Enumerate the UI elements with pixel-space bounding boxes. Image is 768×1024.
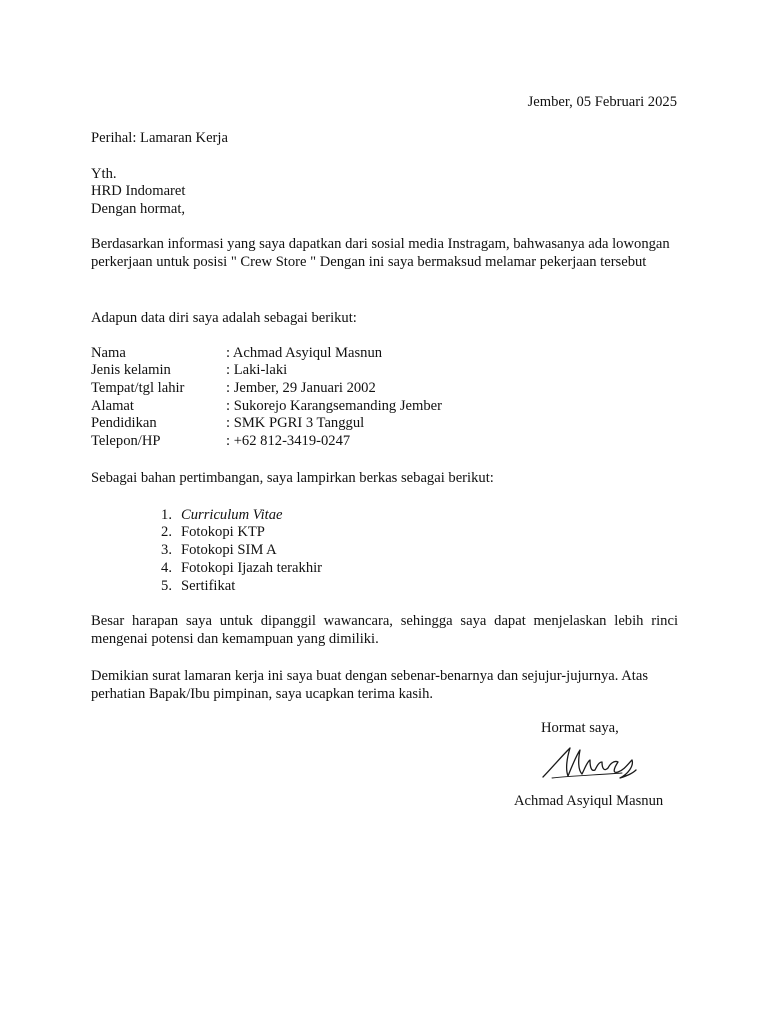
biodata-label: Pendidikan xyxy=(91,415,157,431)
recipient: HRD Indomaret xyxy=(91,183,186,199)
biodata-row-address xyxy=(91,398,541,415)
biodata-value: : SMK PGRI 3 Tanggul xyxy=(226,415,365,431)
hope-paragraph: Besar harapan saya untuk dipanggil wawancara, sehingga saya dapat menjelaskan lebih rinci mengenai potensi dan kemampuan yang dimiliki. xyxy=(91,613,678,647)
intro-paragraph: Berdasarkan informasi yang saya dapatkan dari sosial media Instragam, bahwasanya ada lowongan perkerjaan untuk posisi " Crew Store " Dengan ini saya bermaksud melamar pekerjaan tersebut xyxy=(91,236,670,270)
biodata-row-name xyxy=(91,345,541,362)
biodata-row-phone xyxy=(91,433,541,450)
regards: Hormat saya, xyxy=(541,720,619,736)
list-number: 4. xyxy=(161,560,172,576)
list-number: 1. xyxy=(161,507,172,523)
list-number: 5. xyxy=(161,578,172,594)
biodata-value: : Sukorejo Karangsemanding Jember xyxy=(226,398,443,414)
biodata-value: : Achmad Asyiqul Masnun xyxy=(226,345,383,361)
biodata-label: Tempat/tgl lahir xyxy=(91,380,185,396)
biodata-label: Alamat xyxy=(91,398,134,414)
list-text: Fotokopi SIM A xyxy=(181,542,277,558)
biodata-row-birth xyxy=(91,380,541,397)
biodata-row-education xyxy=(91,415,541,432)
subject-line: Perihal: Lamaran Kerja xyxy=(91,130,228,146)
list-text: Fotokopi KTP xyxy=(181,524,265,540)
place-date: Jember, 05 Februari 2025 xyxy=(527,94,677,110)
biodata-row-gender xyxy=(91,362,541,379)
biodata-value: : Jember, 29 Januari 2002 xyxy=(226,380,376,396)
biodata-label: Jenis kelamin xyxy=(91,362,171,378)
biodata-label: Nama xyxy=(91,345,126,361)
biodata-intro: Adapun data diri saya adalah sebagai berikut: xyxy=(91,310,357,326)
biodata-label: Telepon/HP xyxy=(91,433,161,449)
attachments-intro: Sebagai bahan pertimbangan, saya lampirkan berkas sebagai berikut: xyxy=(91,470,494,486)
signatory-name: Achmad Asyiqul Masnun xyxy=(514,793,664,809)
signature-image xyxy=(540,744,640,784)
list-text: Curriculum Vitae xyxy=(181,507,283,523)
list-text: Sertifikat xyxy=(181,578,236,594)
biodata-value: : +62 812-3419-0247 xyxy=(226,433,351,449)
list-number: 3. xyxy=(161,542,172,558)
greeting: Dengan hormat, xyxy=(91,201,186,217)
salutation-to: Yth. xyxy=(91,166,117,182)
list-text: Fotokopi Ijazah terakhir xyxy=(181,560,323,576)
biodata-value: : Laki-laki xyxy=(226,362,288,378)
list-number: 2. xyxy=(161,524,172,540)
closing-paragraph: Demikian surat lamaran kerja ini saya buat dengan sebenar-benarnya dan sejujur-jujurnya. Atas perhatian Bapak/Ibu pimpinan, saya ucapkan terima kasih. xyxy=(91,668,649,702)
